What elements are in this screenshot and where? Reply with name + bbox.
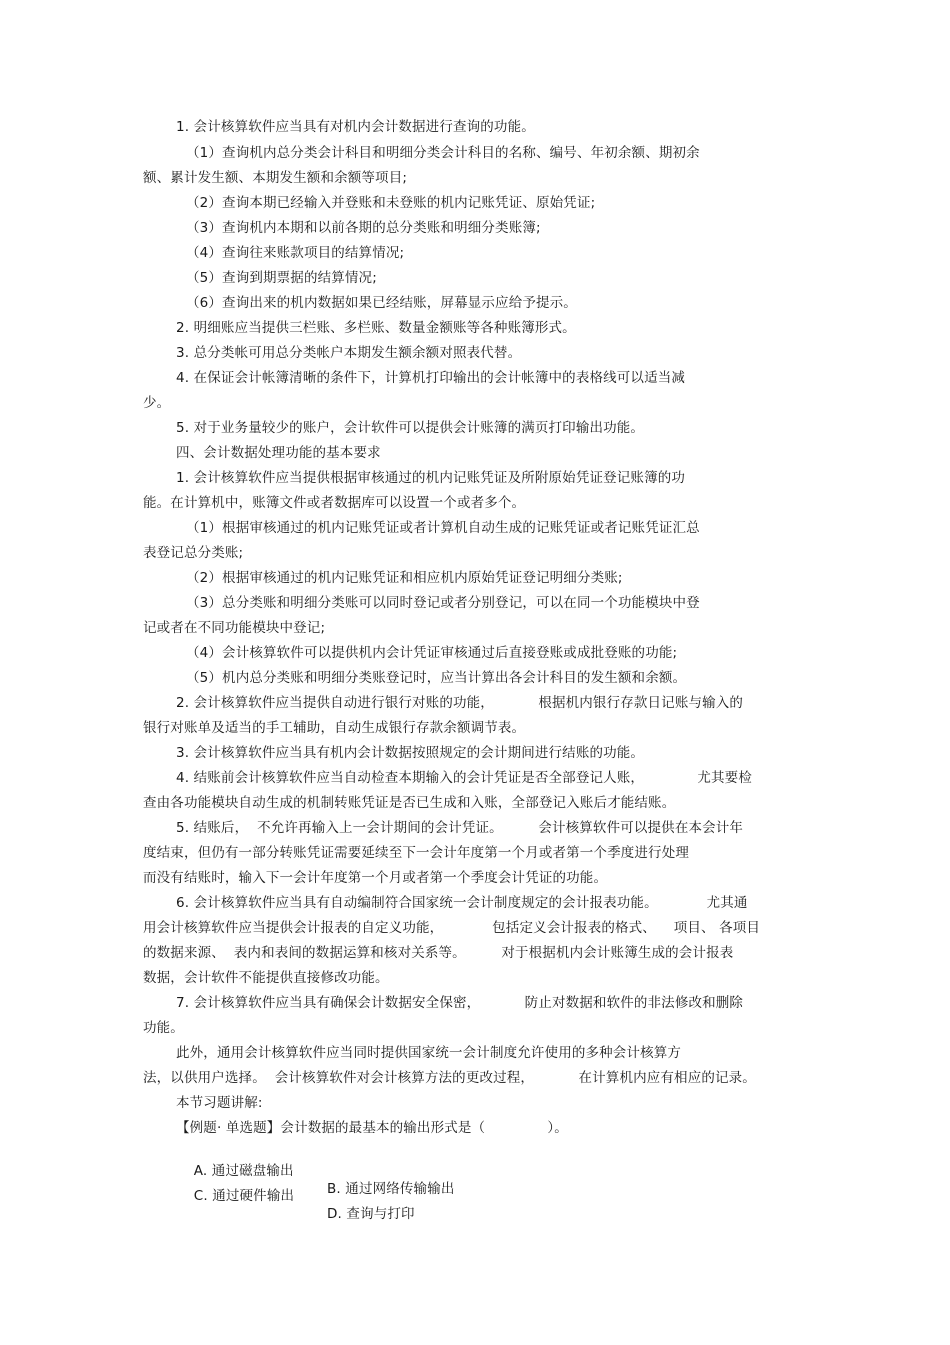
paragraph-line: （5）机内总分类账和明细分类账登记时，应当计算出各会计科目的发生额和余额。 xyxy=(186,670,687,686)
paragraph-line: 数据，会计软件不能提供直接修改功能。 xyxy=(143,970,389,986)
paragraph-line: 此外，通用会计核算软件应当同时提供国家统一会计制度允许使用的多种会计核算方 xyxy=(176,1045,682,1061)
paragraph-line: （4）查询往来账款项目的结算情况; xyxy=(186,245,405,261)
paragraph-line: 额、累计发生额、本期发生额和余额等项目; xyxy=(143,170,408,186)
paragraph-line: 银行对账单及适当的手工辅助，自动生成银行存款余额调节表。 xyxy=(143,720,526,736)
paragraph-line: （5）查询到期票据的结算情况; xyxy=(186,270,377,286)
option-c: C. 通过硬件输出 xyxy=(193,1188,295,1204)
paragraph-line: （2）根据审核通过的机内记账凭证和相应机内原始凭证登记明细分类账; xyxy=(186,570,623,586)
paragraph-line: 1. 会计核算软件应当具有对机内会计数据进行查询的功能。 xyxy=(176,119,535,135)
option-row-2 xyxy=(176,1169,576,1241)
paragraph-line: 6. 会计核算软件应当具有自动编制符合国家统一会计制度规定的会计报表功能。 尤其通 xyxy=(176,895,748,911)
paragraph-line: 法，以供用户选择。 会计核算软件对会计核算方法的更改过程， 在计算机内应有相应的记录。 xyxy=(143,1070,756,1086)
paragraph-line: 2. 会计核算软件应当提供自动进行银行对账的功能， 根据机内银行存款日记账与输入的 xyxy=(176,695,744,711)
paragraph-line: （2）查询本期已经输入并登账和未登账的机内记账凭证、原始凭证; xyxy=(186,195,596,211)
paragraph-line: 少。 xyxy=(143,395,171,411)
paragraph-line: （1）根据审核通过的机内记账凭证或者计算机自动生成的记账凭证或者记账凭证汇总 xyxy=(186,520,700,536)
paragraph-line: 5. 结账后， 不允许再输入上一会计期间的会计凭证。 会计核算软件可以提供在本会计年 xyxy=(176,820,744,836)
paragraph-line: 用会计核算软件应当提供会计报表的自定义功能， 包括定义会计报表的格式、 项目、 各项目 xyxy=(143,920,761,936)
paragraph-line: 而没有结账时，输入下一会计年度第一个月或者第一个季度会计凭证的功能。 xyxy=(143,870,608,886)
paragraph-line: （4）会计核算软件可以提供机内会计凭证审核通过后直接登账或成批登账的功能; xyxy=(186,645,678,661)
option-a: A. 通过磁盘输出 xyxy=(193,1163,294,1179)
paragraph-line: （6）查询出来的机内数据如果已经结账，屏幕显示应给予提示。 xyxy=(186,295,577,311)
paragraph-line: 表登记总分类账; xyxy=(143,545,244,561)
option-b: B. 通过网络传输输出 xyxy=(327,1181,455,1197)
paragraph-line: 3. 会计核算软件应当具有机内会计数据按照规定的会计期间进行结账的功能。 xyxy=(176,745,645,761)
paragraph-line: （3）总分类账和明细分类账可以同时登记或者分别登记，可以在同一个功能模块中登 xyxy=(186,595,700,611)
paragraph-line: （1）查询机内总分类会计科目和明细分类会计科目的名称、编号、年初余额、期初余 xyxy=(186,145,700,161)
paragraph-line: 4. 在保证会计帐簿清晰的条件下，计算机打印输出的会计帐簿中的表格线可以适当减 xyxy=(176,370,686,386)
option-d: D. 查询与打印 xyxy=(327,1206,415,1222)
paragraph-line: 2. 明细账应当提供三栏账、多栏账、数量金额账等各种账簿形式。 xyxy=(176,320,576,336)
paragraph-line: 的数据来源、 表内和表间的数据运算和核对关系等。 对于根据机内会计账簿生成的会计报表 xyxy=(143,945,734,961)
section-heading: 四、会计数据处理功能的基本要求 xyxy=(176,445,381,461)
paragraph-line: 1. 会计核算软件应当提供根据审核通过的机内记账凭证及所附原始凭证登记账簿的功 xyxy=(176,470,686,486)
paragraph-line: 度结束，但仍有一部分转账凭证需要延续至下一会计年度第一个月或者第一个季度进行处理 xyxy=(143,845,689,861)
paragraph-line: 5. 对于业务量较少的账户，会计软件可以提供会计账簿的满页打印输出功能。 xyxy=(176,420,645,436)
exercise-question: 【例题· 单选题】会计数据的最基本的输出形式是（ ）。 xyxy=(176,1120,568,1136)
paragraph-line: 查由各功能模块自动生成的机制转账凭证是否已生成和入账，全部登记入账后才能结账。 xyxy=(143,795,676,811)
paragraph-line: 功能。 xyxy=(143,1020,184,1036)
paragraph-line: 本节习题讲解: xyxy=(176,1095,263,1111)
paragraph-line: 3. 总分类帐可用总分类帐户本期发生额余额对照表代替。 xyxy=(176,345,522,361)
paragraph-line: 7. 会计核算软件应当具有确保会计数据安全保密， 防止对数据和软件的非法修改和删除 xyxy=(176,995,744,1011)
paragraph-line: 4. 结账前会计核算软件应当自动检查本期输入的会计凭证是否全部登记人账， 尤其要检 xyxy=(176,770,752,786)
paragraph-line: （3）查询机内本期和以前各期的总分类账和明细分类账簿; xyxy=(186,220,541,236)
paragraph-line: 能。在计算机中，账簿文件或者数据库可以设置一个或者多个。 xyxy=(143,495,526,511)
paragraph-line: 记或者在不同功能模块中登记; xyxy=(143,620,326,636)
